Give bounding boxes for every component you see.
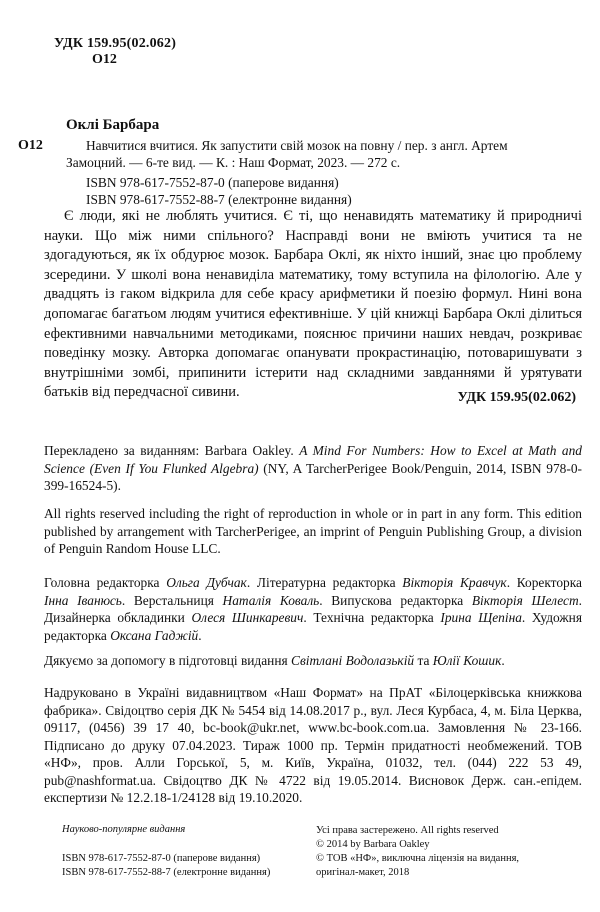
acknowledgements	[44, 652, 582, 670]
isbn-electronic: ISBN 978-617-7552-88-7 (електронне видання)	[86, 192, 352, 207]
credit-name: Олеся Шинкаревич	[191, 610, 304, 625]
copyright-line: оригінал-макет, 2018	[316, 867, 410, 878]
translation-prefix: Перекладено за виданням: Barbara Oakley.	[44, 443, 300, 458]
credit-role: . Випускова редакторка	[319, 592, 472, 608]
thanks-end: .	[501, 653, 505, 668]
bibliographic-record	[66, 137, 586, 171]
bibliographic-title-line: Навчитися вчитися. Як запустити свій мозок на повну / пер. з англ. Артем	[86, 138, 508, 153]
udk-code-right: УДК 159.95(02.062)	[457, 390, 576, 405]
credit-role: Головна редакторка	[44, 575, 167, 590]
thanks-conjunction: та	[414, 653, 433, 668]
rights-notice: All rights reserved including the right of reproduction in whole or in part in any form. This edition published by arrangement with TarcherPerigee, an imprint of Penguin Publishing Group, a division of Penguin Random House LLC.	[44, 506, 582, 556]
credit-role: . Коректорка	[506, 575, 582, 590]
credit-name: Наталія Коваль	[222, 592, 320, 608]
annotation-paragraph: Є люди, які не люблять учитися. Є ті, що ненавидять математику й природничі науки. Що між ними спільного? Насправді вони не вміють учитися та не здогадуються, як їх обдурює мозок. Барбара Оклі, як ніхто інший, знає цю проблему зсередини. У школі вона ненавиділа математику, тому вступила на філологію. Але у двадцять із гаком відкрила для себе красу арифметики й поезію формул. Нині вона допомагає багатьом людям учитися ефективніше. У цій книжці Барбара Оклі ділиться ефективними навчальними методиками, пояснює причини наших невдач, розкриває поведінку мозку. Авторка допомагає опанувати прокрастинацію, потоваришувати з внутрішніми зомбі, припинити істерити над складними завданнями й урятувати батьків від передчасної сивини.	[44, 208, 582, 401]
copyright-line: © 2014 by Barbara Oakley	[316, 839, 430, 850]
isbn-list	[86, 174, 352, 208]
isbn-footer-electronic: ISBN 978-617-7552-88-7 (електронне видання)	[62, 867, 271, 878]
credit-end: .	[198, 627, 202, 643]
editorial-credits	[44, 574, 582, 644]
genre-label: Науково-популярне видання	[62, 824, 186, 835]
credit-role: . Верстальниця	[121, 592, 223, 608]
author-mark-top: О12	[92, 52, 117, 67]
original-title: A Mind For Numbers: How to Excel at Math and Science (Even If You Flunked Algebra)	[44, 443, 582, 476]
copyright-line: © ТОВ «НФ», виключна ліцензія на видання,	[316, 853, 520, 864]
credit-name: Ірина Щепіна	[440, 610, 522, 625]
translation-note	[44, 442, 582, 495]
credit-name: Інна Іванюсь	[44, 592, 122, 608]
printing-info: Надруковано в Україні видавництвом «Наш Формат» на ПрАТ «Білоцерківська книжкова фабрика». Свідоцтво серія ДК № 5454 від 14.08.2017 р., вул. Леся Курбаса, 4, м. Біла Церква, 09117, (0456) 39 17 40, bc-book@ukr.net, www.bc-book.com.ua. Замовлення № 23-166. Підписано до друку 07.04.2023. Тираж 1000 пр. Термін придатності необмежений. ТОВ «НФ», пров. Алли Горської, 5, м. Київ, Україна, 01032, тел. (044) 222 53 49, pub@nashformat.ua. Свідоцтво ДК № 4722 від 19.05.2014. Висновок Держ. сан.-епідем. експертизи № 12.2.18-1/24128 від 19.10.2020.	[44, 685, 582, 805]
credit-name: Вікторія Шелест	[471, 592, 579, 608]
isbn-footer	[62, 852, 270, 880]
copyright-block	[316, 824, 519, 880]
bibliographic-edition-line: Замоцний. — 6-те вид. — К. : Наш Формат, 2023. — 272 с.	[66, 155, 401, 170]
udk-code-top: УДК 159.95(02.062)	[54, 36, 177, 51]
credit-role: . Літературна редакторка	[246, 575, 403, 590]
copyright-line: Усі права застережено. All rights reserved	[316, 825, 499, 836]
thanks-name: Світлані Водолазькій	[291, 653, 415, 668]
thanks-name: Юлії Кошик	[432, 653, 502, 668]
isbn-paper: ISBN 978-617-7552-87-0 (паперове видання)	[86, 175, 339, 190]
author-mark-left: О12	[18, 138, 43, 153]
isbn-footer-paper: ISBN 978-617-7552-87-0 (паперове видання)	[62, 853, 261, 864]
credit-name: Вікторія Кравчук	[402, 575, 507, 590]
credit-name: Ольга Дубчак	[166, 575, 247, 590]
translation-suffix: (NY, A TarcherPerigee Book/Penguin, 2014, ISBN 978-0-399-16524-5).	[44, 460, 582, 493]
credit-role: . Художня редакторка	[44, 610, 582, 643]
thanks-prefix: Дякуємо за допомогу в підготовці видання	[44, 653, 292, 668]
credit-name: Оксана Гаджій	[110, 627, 199, 643]
credit-role: . Технічна редакторка	[303, 610, 441, 625]
author-heading: Оклі Барбара	[66, 117, 160, 133]
credit-role: . Дизайнерка обкладинки	[44, 592, 582, 625]
